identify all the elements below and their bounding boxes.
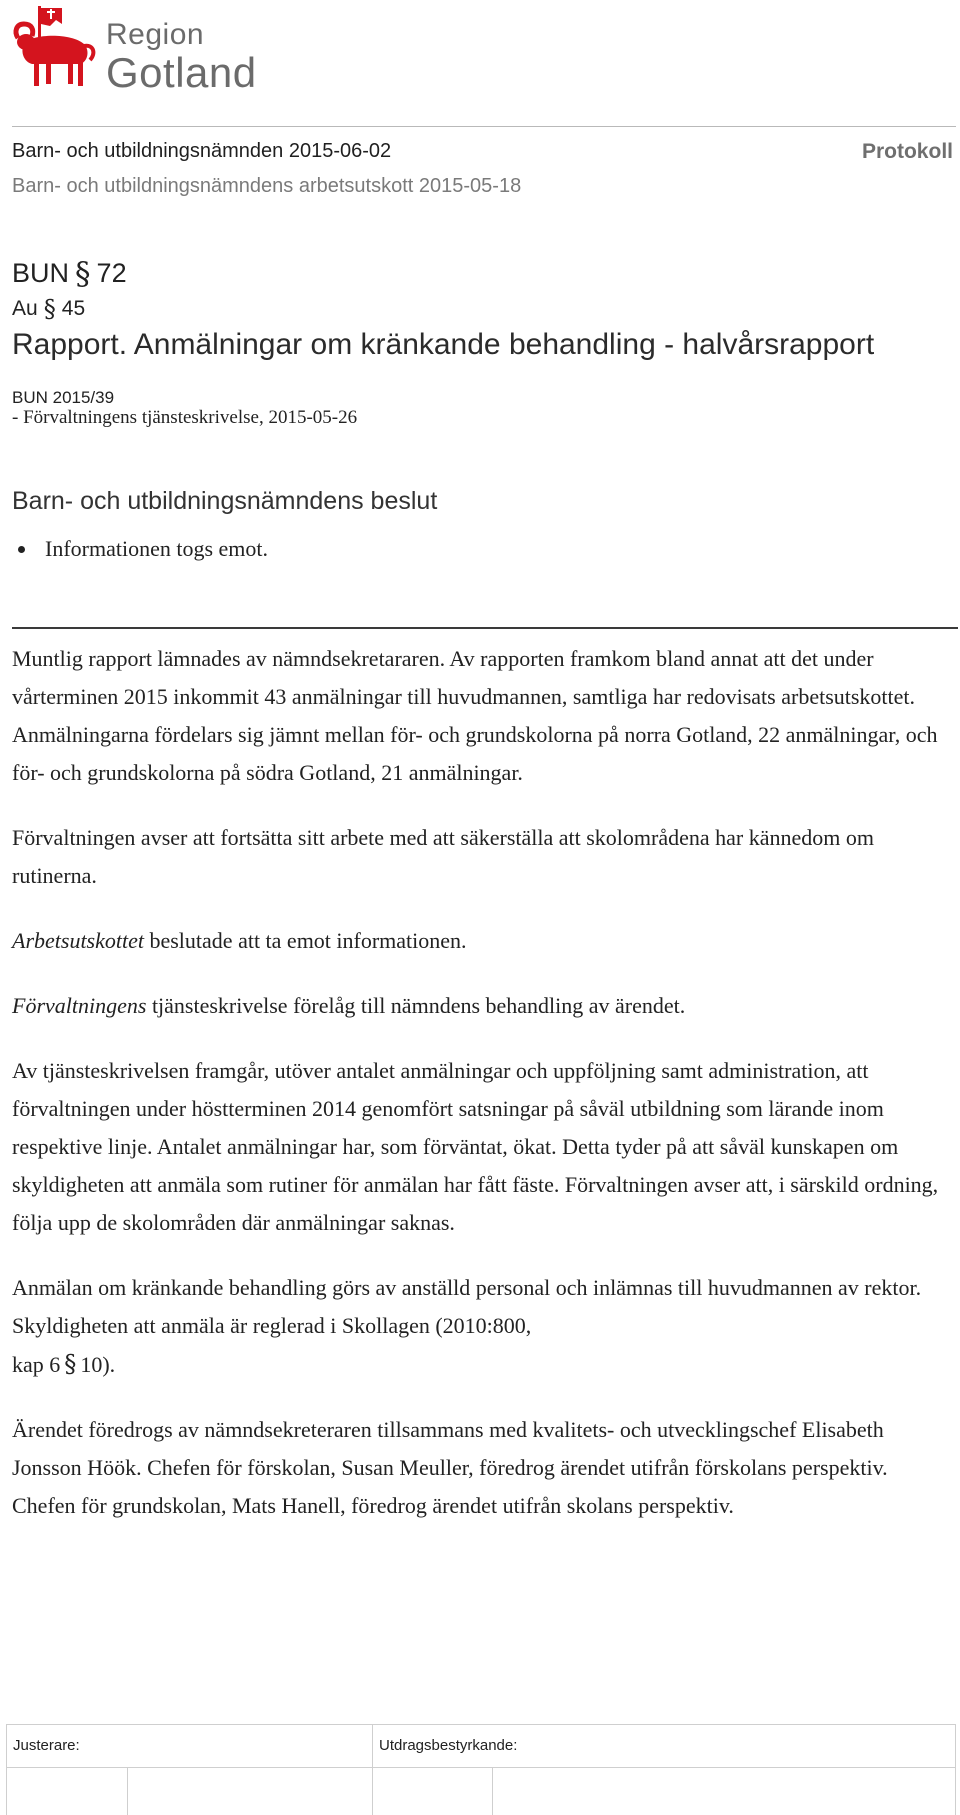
au-label: Au (12, 297, 38, 320)
attachment-line: - Förvaltningens tjänsteskrivelse, 2015-05-26 (12, 407, 358, 428)
case-number: BUN 2015/39 (12, 388, 115, 407)
page-title: Rapport. Anmälningar om kränkande behandling - halvårsrapport (12, 328, 875, 361)
logo-gotland-text: Gotland (106, 49, 257, 96)
paragraph-text: 10). (80, 1352, 116, 1377)
italic-term: Arbetsutskottet (12, 928, 144, 953)
justerare-label: Justerare: (13, 1737, 80, 1754)
body-paragraph-3 (12, 922, 948, 960)
body-paragraph-6 (12, 1269, 948, 1384)
decision-bullet-item (18, 536, 268, 562)
column-divider (372, 1725, 373, 1815)
bun-paragraph-number (12, 254, 127, 290)
utdragsbestyrkande-label: Utdragsbestyrkande: (379, 1737, 518, 1754)
decision-heading: Barn- och utbildningsnämndens beslut (12, 487, 438, 515)
paragraph-symbol: § (75, 256, 91, 292)
italic-term: Förvaltningens (12, 993, 147, 1018)
paragraph-text: beslutade att ta emot informationen. (143, 928, 467, 953)
column-divider (127, 1767, 128, 1815)
document-type: Protokoll (861, 140, 953, 163)
body-paragraph-1: Muntlig rapport lämnades av nämndsekretararen. Av rapporten framkom bland annat att det under vårterminen 2015 inkommit 43 anmälningar till huvudmannen, samtliga har redovisats arbetsutskottet. Anmälningarna fördelars sig jämnt mellan för- och grundskolorna på norra Gotland, 22 anmälningar, och för- och grundskolorna på södra Gotland, 21 anmälningar. (12, 646, 938, 785)
body-paragraph-7: Ärendet föredrogs av nämndsekreteraren tillsammans med kvalitets- och utvecklingschef Elisabeth Jonsson Höök. Chefen för förskolan, Susan Meuller, föredrog ärendet utifrån förskolans perspektiv. Chefen för grundskolan, Mats Hanell, föredrog ärendet utifrån skolans perspektiv. (12, 1417, 888, 1518)
minutes-body (12, 640, 948, 1552)
bun-number: 72 (96, 258, 127, 288)
signature-table (6, 1724, 956, 1815)
paragraph-text: Anmälan om kränkande behandling görs av anställd personal och inlämnas till huvudmannen av rektor. Skyldigheten att anmäla är reglerad i Skollagen (2010:800, (12, 1275, 922, 1338)
decision-separator (12, 627, 958, 629)
bullet-icon (18, 546, 25, 553)
logo-region-text: Region (106, 18, 205, 51)
bun-label: BUN (12, 258, 70, 288)
au-number: 45 (61, 297, 86, 320)
paragraph-text: kap 6 (12, 1352, 61, 1377)
paragraph-text: tjänsteskrivelse förelåg till nämndens behandling av ärendet. (146, 993, 686, 1018)
column-divider (492, 1767, 493, 1815)
body-paragraph-4 (12, 987, 948, 1025)
ram-icon (10, 4, 100, 92)
meeting-line: Barn- och utbildningsnämnden 2015-06-02 (12, 140, 392, 162)
header-divider (12, 126, 956, 127)
body-paragraph-2: Förvaltningen avser att fortsätta sitt arbete med att säkerställa att skolområdena har kännedom om rutinerna. (12, 825, 874, 888)
committee-line: Barn- och utbildningsnämndens arbetsutskott 2015-05-18 (12, 175, 522, 197)
logo-wordmark (106, 18, 257, 94)
paragraph-symbol: § (64, 1350, 77, 1378)
body-paragraph-5: Av tjänsteskrivelsen framgår, utöver antalet anmälningar och uppföljning samt administration, att förvaltningen under höstterminen 2014 genomfört satsningar på såväl utbildning som lärande inom respektive linje. Antalet anmälningar har, som förväntat, ökat. Detta tyder på att såväl kunskapen om skyldigheten att anmäla som rutiner för anmälan har fått fäste. Förvaltningen avser att, i särskild ordning, följa upp de skolområden där anmälningar saknas. (12, 1058, 939, 1235)
paragraph-symbol: § (43, 295, 56, 323)
decision-bullet-text: Informationen togs emot. (45, 536, 269, 561)
au-paragraph-number (12, 293, 85, 321)
region-gotland-logo (10, 4, 257, 96)
